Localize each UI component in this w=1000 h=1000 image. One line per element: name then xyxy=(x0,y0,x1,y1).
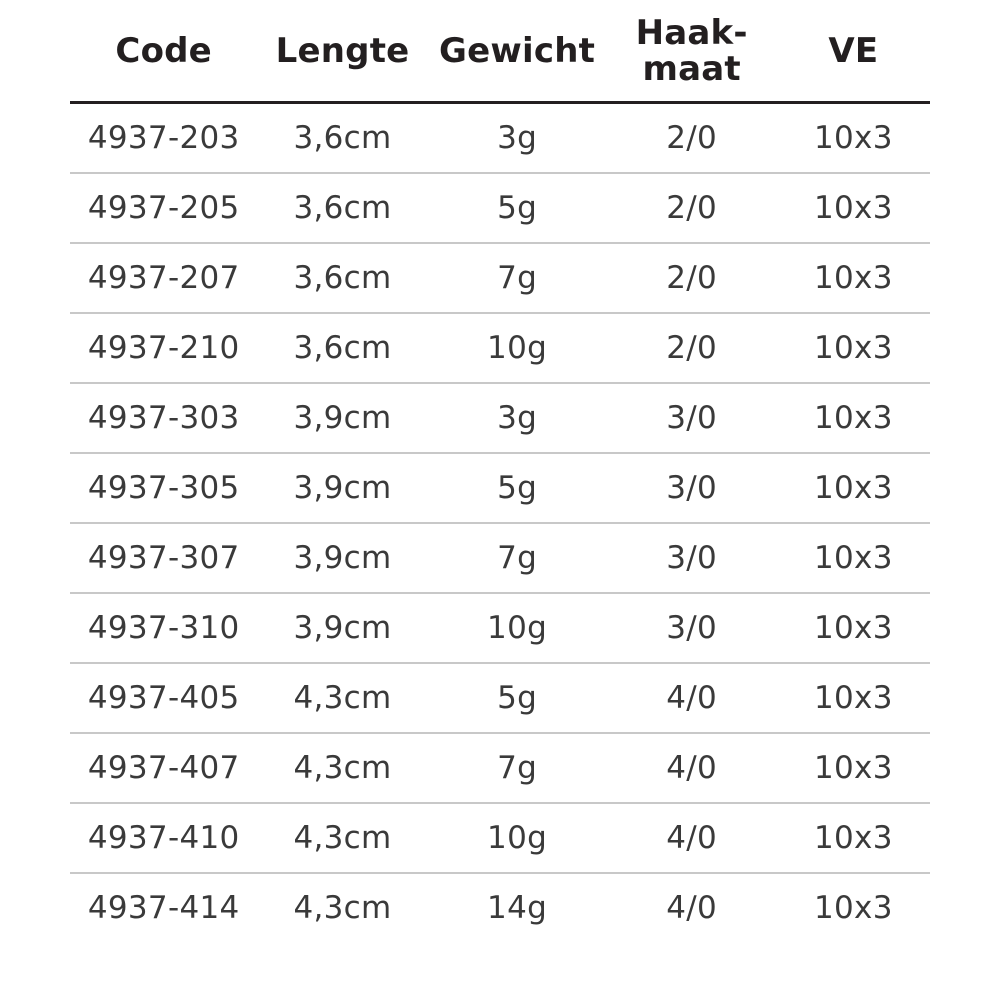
table-row xyxy=(70,873,930,942)
column-header-ve: VE xyxy=(828,31,879,72)
cell-haakmaat: 3/0 xyxy=(666,400,718,437)
cell-code: 4937-303 xyxy=(87,400,240,437)
table-row xyxy=(70,103,930,174)
cell-lengte: 3,9cm xyxy=(293,470,392,507)
cell-lengte: 4,3cm xyxy=(293,680,392,717)
cell-haakmaat: 2/0 xyxy=(666,330,718,367)
cell-ve: 10x3 xyxy=(814,610,893,647)
table-row xyxy=(70,593,930,663)
cell-ve: 10x3 xyxy=(814,680,893,717)
cell-ve: 10x3 xyxy=(814,820,893,857)
cell-haakmaat: 2/0 xyxy=(666,190,718,227)
table-row xyxy=(70,523,930,593)
cell-haakmaat: 3/0 xyxy=(666,610,718,647)
cell-code: 4937-210 xyxy=(87,330,240,367)
cell-gewicht: 3g xyxy=(497,120,538,157)
cell-ve: 10x3 xyxy=(814,330,893,367)
cell-ve: 10x3 xyxy=(814,120,893,157)
cell-haakmaat: 3/0 xyxy=(666,470,718,507)
cell-lengte: 3,6cm xyxy=(293,330,392,367)
cell-code: 4937-305 xyxy=(87,470,240,507)
cell-lengte: 4,3cm xyxy=(293,750,392,787)
cell-haakmaat: 4/0 xyxy=(666,890,718,927)
table-row xyxy=(70,663,930,733)
cell-code: 4937-207 xyxy=(87,260,240,297)
table-row xyxy=(70,173,930,243)
cell-lengte: 3,6cm xyxy=(293,120,392,157)
cell-code: 4937-307 xyxy=(87,540,240,577)
column-header-lengte: Lengte xyxy=(275,31,410,72)
table-row xyxy=(70,383,930,453)
cell-gewicht: 5g xyxy=(497,470,538,507)
table-row xyxy=(70,453,930,523)
cell-code: 4937-203 xyxy=(87,120,240,157)
cell-lengte: 4,3cm xyxy=(293,890,392,927)
cell-haakmaat: 2/0 xyxy=(666,120,718,157)
cell-code: 4937-310 xyxy=(87,610,240,647)
table-row xyxy=(70,313,930,383)
cell-gewicht: 7g xyxy=(497,750,538,787)
table-header-row xyxy=(70,10,930,103)
column-header-haakmaat xyxy=(606,10,776,103)
column-header-haakmaat-line2: maat xyxy=(642,48,741,89)
specification-table xyxy=(70,10,930,942)
cell-gewicht: 10g xyxy=(487,330,548,367)
cell-ve: 10x3 xyxy=(814,750,893,787)
cell-lengte: 3,9cm xyxy=(293,610,392,647)
cell-gewicht: 14g xyxy=(487,890,548,927)
cell-lengte: 4,3cm xyxy=(293,820,392,857)
cell-haakmaat: 4/0 xyxy=(666,680,718,717)
cell-haakmaat: 4/0 xyxy=(666,750,718,787)
cell-code: 4937-205 xyxy=(87,190,240,227)
column-header-gewicht: Gewicht xyxy=(439,31,596,72)
cell-haakmaat: 4/0 xyxy=(666,820,718,857)
cell-ve: 10x3 xyxy=(814,260,893,297)
cell-gewicht: 10g xyxy=(487,820,548,857)
cell-haakmaat: 2/0 xyxy=(666,260,718,297)
cell-gewicht: 7g xyxy=(497,260,538,297)
cell-code: 4937-414 xyxy=(87,890,240,927)
column-header-code: Code xyxy=(115,31,212,72)
cell-gewicht: 3g xyxy=(497,400,538,437)
cell-lengte: 3,6cm xyxy=(293,190,392,227)
cell-gewicht: 5g xyxy=(497,190,538,227)
table-row xyxy=(70,803,930,873)
cell-ve: 10x3 xyxy=(814,890,893,927)
cell-gewicht: 5g xyxy=(497,680,538,717)
cell-lengte: 3,9cm xyxy=(293,540,392,577)
cell-gewicht: 7g xyxy=(497,540,538,577)
cell-lengte: 3,9cm xyxy=(293,400,392,437)
cell-ve: 10x3 xyxy=(814,540,893,577)
cell-code: 4937-410 xyxy=(87,820,240,857)
cell-code: 4937-407 xyxy=(87,750,240,787)
cell-ve: 10x3 xyxy=(814,400,893,437)
table-head xyxy=(70,10,930,103)
cell-lengte: 3,6cm xyxy=(293,260,392,297)
cell-haakmaat: 3/0 xyxy=(666,540,718,577)
column-header-haakmaat-line1: Haak- xyxy=(635,13,748,53)
cell-ve: 10x3 xyxy=(814,190,893,227)
cell-code: 4937-405 xyxy=(87,680,240,717)
table-body xyxy=(70,103,930,943)
cell-ve: 10x3 xyxy=(814,470,893,507)
table-row xyxy=(70,733,930,803)
cell-gewicht: 10g xyxy=(487,610,548,647)
table-row xyxy=(70,243,930,313)
